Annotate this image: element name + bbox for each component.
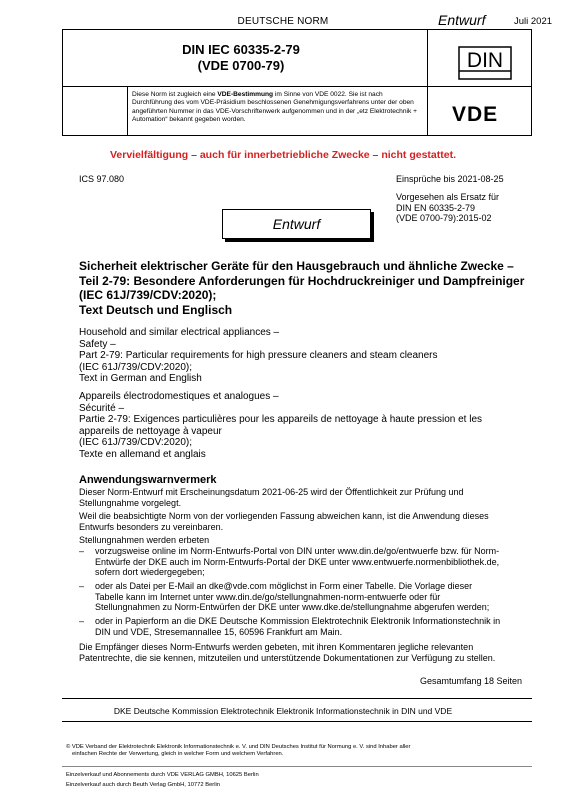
paragraph-line: Weil die beabsichtigte Norm von der vorliegenden Fassung abweichen kann, ist die Anwendung dieses (79, 511, 489, 521)
english-title-line: (IEC 61J/739/CDV:2020); (79, 361, 193, 373)
list-line: Tabelle kann im Internet unter www.din.de/go/stellungnahmen-norm-entwuerfe oder für (95, 591, 441, 602)
din-logo-graphic (458, 46, 512, 80)
list-item-text (95, 616, 529, 637)
copyright-notice (66, 744, 486, 758)
frame-top-line (62, 29, 532, 30)
paragraph-line: Entwurfs besonders zu vereinbaren. (79, 521, 224, 532)
reproduction-notice: Vervielfältigung – auch für innerbetriebliche Zwecke – nicht gestattet. (109, 149, 456, 161)
list-item-text (95, 581, 529, 613)
application-note-paragraph (79, 487, 529, 508)
frame-divider-a (127, 86, 128, 136)
list-line: Entwürfe der DKE auch im Norm-Entwurfs-Portal der DKE unter www.entwuerfe.normenbibliothek.de, (95, 556, 500, 567)
english-title-line: Text in German and English (79, 373, 202, 384)
replacement-line: (VDE 0700-79):2015-02 (396, 213, 492, 223)
title-line: (IEC 61J/739/CDV:2020); (79, 288, 217, 302)
standard-number (62, 42, 420, 74)
paragraph-line: Patentrechte, die sie kennen, mitzuteilen und unterstützende Dokumentationen zur Verfügung zu stellen. (79, 652, 496, 663)
french-title-line: Partie 2-79: Exigences particulières pour les appareils de nettoyage à haute pression et les (79, 414, 483, 425)
paragraph-line: Dieser Norm-Entwurf mit Erscheinungsdatum 2021-06-25 wird der Öffentlichkeit zur Prüfung und (79, 487, 464, 497)
standard-number-line2: (VDE 0700-79) (197, 58, 285, 73)
list-dash: – (79, 581, 85, 591)
english-title-line: Safety – (79, 338, 116, 350)
english-title-line: Household and similar electrical appliances – (79, 327, 280, 338)
french-title-line: Texte en allemand et anglais (79, 448, 206, 460)
comments-intro: Stellungnahmen werden erbeten (79, 535, 210, 545)
french-title (79, 391, 529, 460)
paragraph-line: Die Empfänger dieses Norm-Entwurfs werden gebeten, mit ihren Kommentaren jegliche relevanten (79, 642, 474, 652)
replacement-info (396, 192, 499, 224)
standard-number-line1: DIN IEC 60335-2-79 (182, 42, 300, 57)
issue-date: Juli 2021 (514, 16, 553, 27)
dke-footer: DKE Deutsche Kommission Elektrotechnik Elektronik Informationstechnik in DIN und VDE (113, 706, 453, 716)
application-note-heading: Anwendungswarnvermerk (79, 474, 217, 486)
list-line: oder als Datei per E-Mail an dke@vde.com möglichst in Form einer Tabelle. Die Vorlage dieser (95, 581, 473, 591)
din-logo-text: DIN (466, 49, 504, 72)
draft-stamp: Entwurf (222, 209, 371, 239)
replacement-line: DIN EN 60335-2-79 (396, 202, 476, 213)
english-title (79, 327, 529, 385)
title-line: Text Deutsch und Englisch (79, 302, 233, 317)
copyright-line: einfachen Rechte der Verwertung, gleich in welcher Form und welchem Verfahren. (72, 751, 284, 757)
document-type: DEUTSCHE NORM (237, 16, 329, 27)
french-title-line: Sécurité – (79, 402, 125, 414)
vde-statement (132, 91, 422, 125)
patent-note (79, 642, 529, 663)
frame-right-line (531, 29, 532, 135)
sales-line: Einzelverkauf auch durch Beuth Verlag GmbH, 10772 Berlin (66, 782, 221, 788)
frame-divider-b (427, 29, 428, 136)
vde-statement-pre: Diese Norm ist zugleich eine (132, 91, 218, 98)
list-line: oder in Papierform an die DKE Deutsche Kommission Elektrotechnik Elektronik Informationstechnik in (95, 616, 501, 626)
objection-deadline: Einsprüche bis 2021-08-25 (396, 174, 504, 184)
list-line: vorzugsweise online im Norm-Entwurfs-Portal von DIN unter www.din.de/go/entwuerfe bzw. für Norm- (95, 546, 500, 556)
list-line: Stellungnahmen zu Norm-Entwürfen der DKE unter www.dke.de/stellungnahme abgerufen werden; (95, 602, 490, 612)
draft-label: Entwurf (438, 12, 486, 28)
frame-middle-line (62, 86, 532, 87)
footer-bottom-line (62, 721, 532, 722)
total-pages: Gesamtumfang 18 Seiten (419, 676, 522, 686)
sales-info (66, 770, 259, 790)
french-title-line: appareils de nettoyage à vapeur (79, 425, 222, 437)
french-title-line: (IEC 61J/739/CDV:2020); (79, 437, 193, 448)
replacement-line: Vorgesehen als Ersatz für (396, 192, 500, 202)
list-dash: – (79, 616, 85, 626)
vde-logo: VDE (452, 103, 499, 126)
sales-line: Einzelverkauf und Abonnements durch VDE VERLAG GMBH, 10625 Berlin (66, 772, 259, 778)
application-note-paragraph (79, 511, 529, 532)
din-logo (458, 46, 512, 80)
vde-statement-post: im Sinne von VDE 0022. Sie ist nach Durchführung des vom VDE-Präsidium beschlossenen Genehmigungsverfahrens unter der oben angeführten Nummer in das VDE-Vorschriftenwerk aufgenommen und in der „etz Elektrotechnik + Automation“ bekannt gegeben worden. (132, 91, 417, 124)
title-line: Teil 2-79: Besondere Anforderungen für Hochdruckreiniger und Dampfreiniger (79, 273, 525, 288)
list-dash: – (79, 546, 85, 556)
title-line: Sicherheit elektrischer Geräte für den Hausgebrauch und ähnliche Zwecke – (79, 259, 514, 273)
ics-code: ICS 97.080 (79, 174, 125, 184)
list-line: sofern dort wiedergegeben; (95, 567, 205, 577)
copyright-line: © VDE Verband der Elektrotechnik Elektronik Informationstechnik e. V. und DIN Deutsches Institut für Normung e. V. sind Inhaber aller (66, 744, 411, 750)
paragraph-line: Stellungnahme vorgelegt. (79, 497, 182, 508)
sales-divider (62, 766, 532, 767)
english-title-line: Part 2-79: Particular requirements for high pressure cleaners and steam cleaners (79, 350, 438, 361)
french-title-line: Appareils électrodomestiques et analogues – (79, 391, 279, 402)
document-title (79, 259, 539, 317)
list-item-text (95, 546, 529, 578)
list-line: DIN und VDE, Stresemannallee 15, 60596 Frankfurt am Main. (95, 626, 343, 637)
vde-statement-bold: VDE-Bestimmung (217, 91, 274, 98)
frame-bottom-line (62, 135, 532, 136)
footer-top-line (62, 698, 532, 699)
